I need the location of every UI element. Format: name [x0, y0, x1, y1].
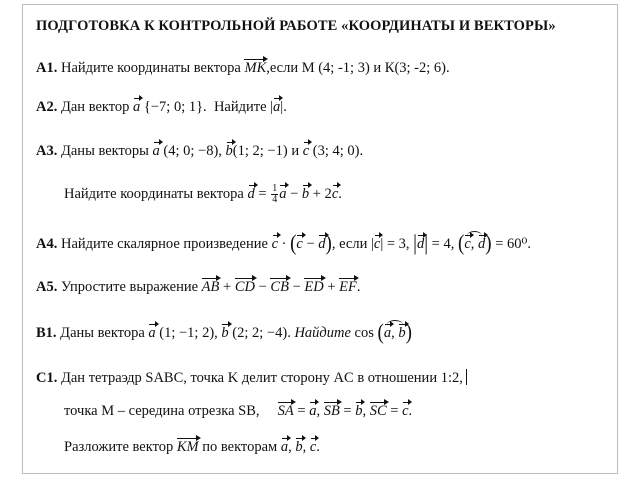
- vector-c: c: [331, 185, 339, 202]
- task-a5-label: А5.: [36, 279, 58, 295]
- task-a2-find: Найдите: [213, 99, 267, 115]
- abs-close: |: [380, 236, 384, 252]
- vector-d: d: [247, 185, 255, 202]
- vector-b: b: [221, 325, 229, 341]
- task-b1: [36, 322, 412, 344]
- plus-sign: +: [223, 279, 232, 295]
- vector-c: c: [402, 403, 409, 419]
- task-a3-formula: [64, 184, 342, 205]
- task-a2: [36, 99, 287, 116]
- left-paren: (: [290, 231, 297, 256]
- vector-c: c: [464, 236, 471, 252]
- abs-open: |: [270, 99, 274, 115]
- vector-a: a: [148, 325, 156, 341]
- equals-sign: =: [258, 185, 267, 202]
- task-a2-text: Дан вектор: [60, 99, 130, 115]
- vector-sb: SB: [323, 403, 340, 419]
- task-a3-text: Даны векторы: [60, 143, 149, 159]
- period: .: [356, 279, 361, 295]
- task-a1: [36, 60, 450, 77]
- angle-value: = 60⁰.: [495, 236, 531, 252]
- task-a1-label: А1.: [36, 60, 58, 76]
- vector-sa: SA: [277, 403, 294, 419]
- equals-sign: =: [343, 403, 352, 419]
- task-b1-find: Найдите: [294, 325, 351, 341]
- plus-two: + 2: [312, 185, 332, 202]
- vector-km: KM: [176, 439, 199, 455]
- task-b1-label: В1.: [36, 325, 57, 341]
- abs-open: |: [370, 236, 374, 252]
- task-c1-decompose: Разложите вектор: [64, 439, 174, 455]
- abs-d-value: = 4,: [431, 236, 455, 252]
- abs-close: |.: [280, 99, 287, 115]
- equals-sign: =: [297, 403, 306, 419]
- vector-cd: CD: [234, 279, 255, 295]
- task-a4: [36, 233, 531, 255]
- cos-function: cos: [354, 325, 374, 341]
- task-a4-condition: , если: [331, 236, 368, 252]
- task-a5: [36, 279, 361, 296]
- right-paren: ): [485, 231, 492, 256]
- vector-a: a: [280, 439, 289, 455]
- vector-b: b: [225, 143, 233, 159]
- abs-close: |: [424, 231, 429, 256]
- task-c1-label: С1.: [36, 370, 58, 386]
- task-a1-text: Найдите координаты вектора: [60, 60, 241, 76]
- vector-cb: CB: [270, 279, 289, 295]
- page-title: ПОДГОТОВКА К КОНТРОЛЬНОЙ РАБОТЕ «КООРДИНАТЫ И ВЕКТОРЫ»: [36, 18, 556, 34]
- vector-a: a: [279, 185, 287, 202]
- vector-c: c: [309, 439, 317, 455]
- vector-b: b: [398, 325, 406, 341]
- fraction-numerator: 1: [272, 183, 278, 194]
- minus-sign: −: [290, 185, 299, 202]
- vector-d: d: [478, 236, 486, 252]
- vector-d: d: [416, 236, 425, 252]
- minus-sign: −: [306, 236, 315, 252]
- task-a5-text: Упростите выражение: [60, 279, 199, 295]
- vector-c-coords: (3; 4; 0).: [312, 143, 364, 159]
- abs-c-value: = 3,: [386, 236, 410, 252]
- right-paren: ): [325, 231, 332, 256]
- vector-b: b: [295, 439, 303, 455]
- task-a1-condition: ,если М (4; -1; 3) и К(3; -2; 6).: [266, 60, 450, 76]
- task-c1-line2: точка M – середина отрезка SB, SA = a, SB = b, SC = c.: [64, 403, 413, 419]
- equals-sign: =: [390, 403, 399, 419]
- vector-a: a: [309, 403, 317, 419]
- task-b1-text: Даны вектора: [60, 325, 145, 341]
- task-a4-label: А4.: [36, 236, 58, 252]
- vector-ed: ED: [304, 279, 324, 295]
- abs-d: [413, 231, 429, 256]
- task-a3: [36, 143, 363, 160]
- vector-c: c: [271, 236, 278, 252]
- and-word: и: [291, 143, 300, 159]
- task-c1-midpoint: точка M – середина отрезка SB,: [64, 403, 260, 419]
- vector-a: a: [383, 325, 392, 341]
- task-c1-by-vectors: по векторам: [202, 439, 278, 455]
- task-c1-line3: Разложите вектор KM по векторам a, b, c.: [64, 439, 320, 455]
- vector-a: a: [152, 143, 160, 159]
- vector-b-coords: (2; 2; −4).: [232, 325, 291, 341]
- plus-sign: +: [327, 279, 336, 295]
- vector-b-coords: (1; 2; −1): [232, 143, 288, 159]
- left-paren: (: [377, 320, 384, 345]
- angle-cd: c, d: [464, 236, 486, 252]
- abs-open: |: [413, 231, 417, 256]
- vector-ab: AB: [201, 279, 220, 295]
- vector-b: b: [355, 403, 363, 419]
- minus-sign: −: [258, 279, 267, 295]
- task-a2-label: А2.: [36, 99, 58, 115]
- vector-c: c: [302, 143, 310, 159]
- vector-a-coords: {−7; 0; 1}.: [143, 99, 207, 115]
- dot-operator: ·: [281, 236, 287, 252]
- vector-a-abs: a: [273, 99, 281, 115]
- task-a3-label: А3.: [36, 143, 58, 159]
- task-a4-text: Найдите скалярное произведение: [60, 236, 268, 252]
- vector-mk: MK: [244, 60, 267, 76]
- task-c1-text: Дан тетраэдр SABC, точка K делит сторону AC в отношении 1:2,: [60, 370, 463, 386]
- vector-a-coords: (4; 0; −8),: [163, 143, 222, 159]
- fraction-one-quarter: [271, 184, 278, 205]
- task-a3-find: Найдите координаты вектора: [64, 185, 244, 202]
- right-paren: ): [405, 320, 412, 345]
- fraction-denominator: 4: [272, 194, 278, 205]
- minus-sign: −: [292, 279, 301, 295]
- vector-a-coords: (1; −1; 2),: [159, 325, 218, 341]
- vector-b: b: [301, 185, 310, 202]
- angle-ab: a, b: [383, 325, 406, 341]
- text-cursor: [466, 369, 467, 385]
- vector-ef: EF: [339, 279, 357, 295]
- vector-c: c: [373, 236, 381, 252]
- vector-c: c: [296, 236, 303, 252]
- period: .: [338, 185, 342, 202]
- left-paren: (: [457, 231, 465, 256]
- vector-a: a: [133, 99, 141, 115]
- abs-c: [371, 236, 383, 252]
- vector-d: d: [318, 236, 326, 252]
- task-c1: [36, 369, 467, 387]
- vector-sc: SC: [369, 403, 387, 419]
